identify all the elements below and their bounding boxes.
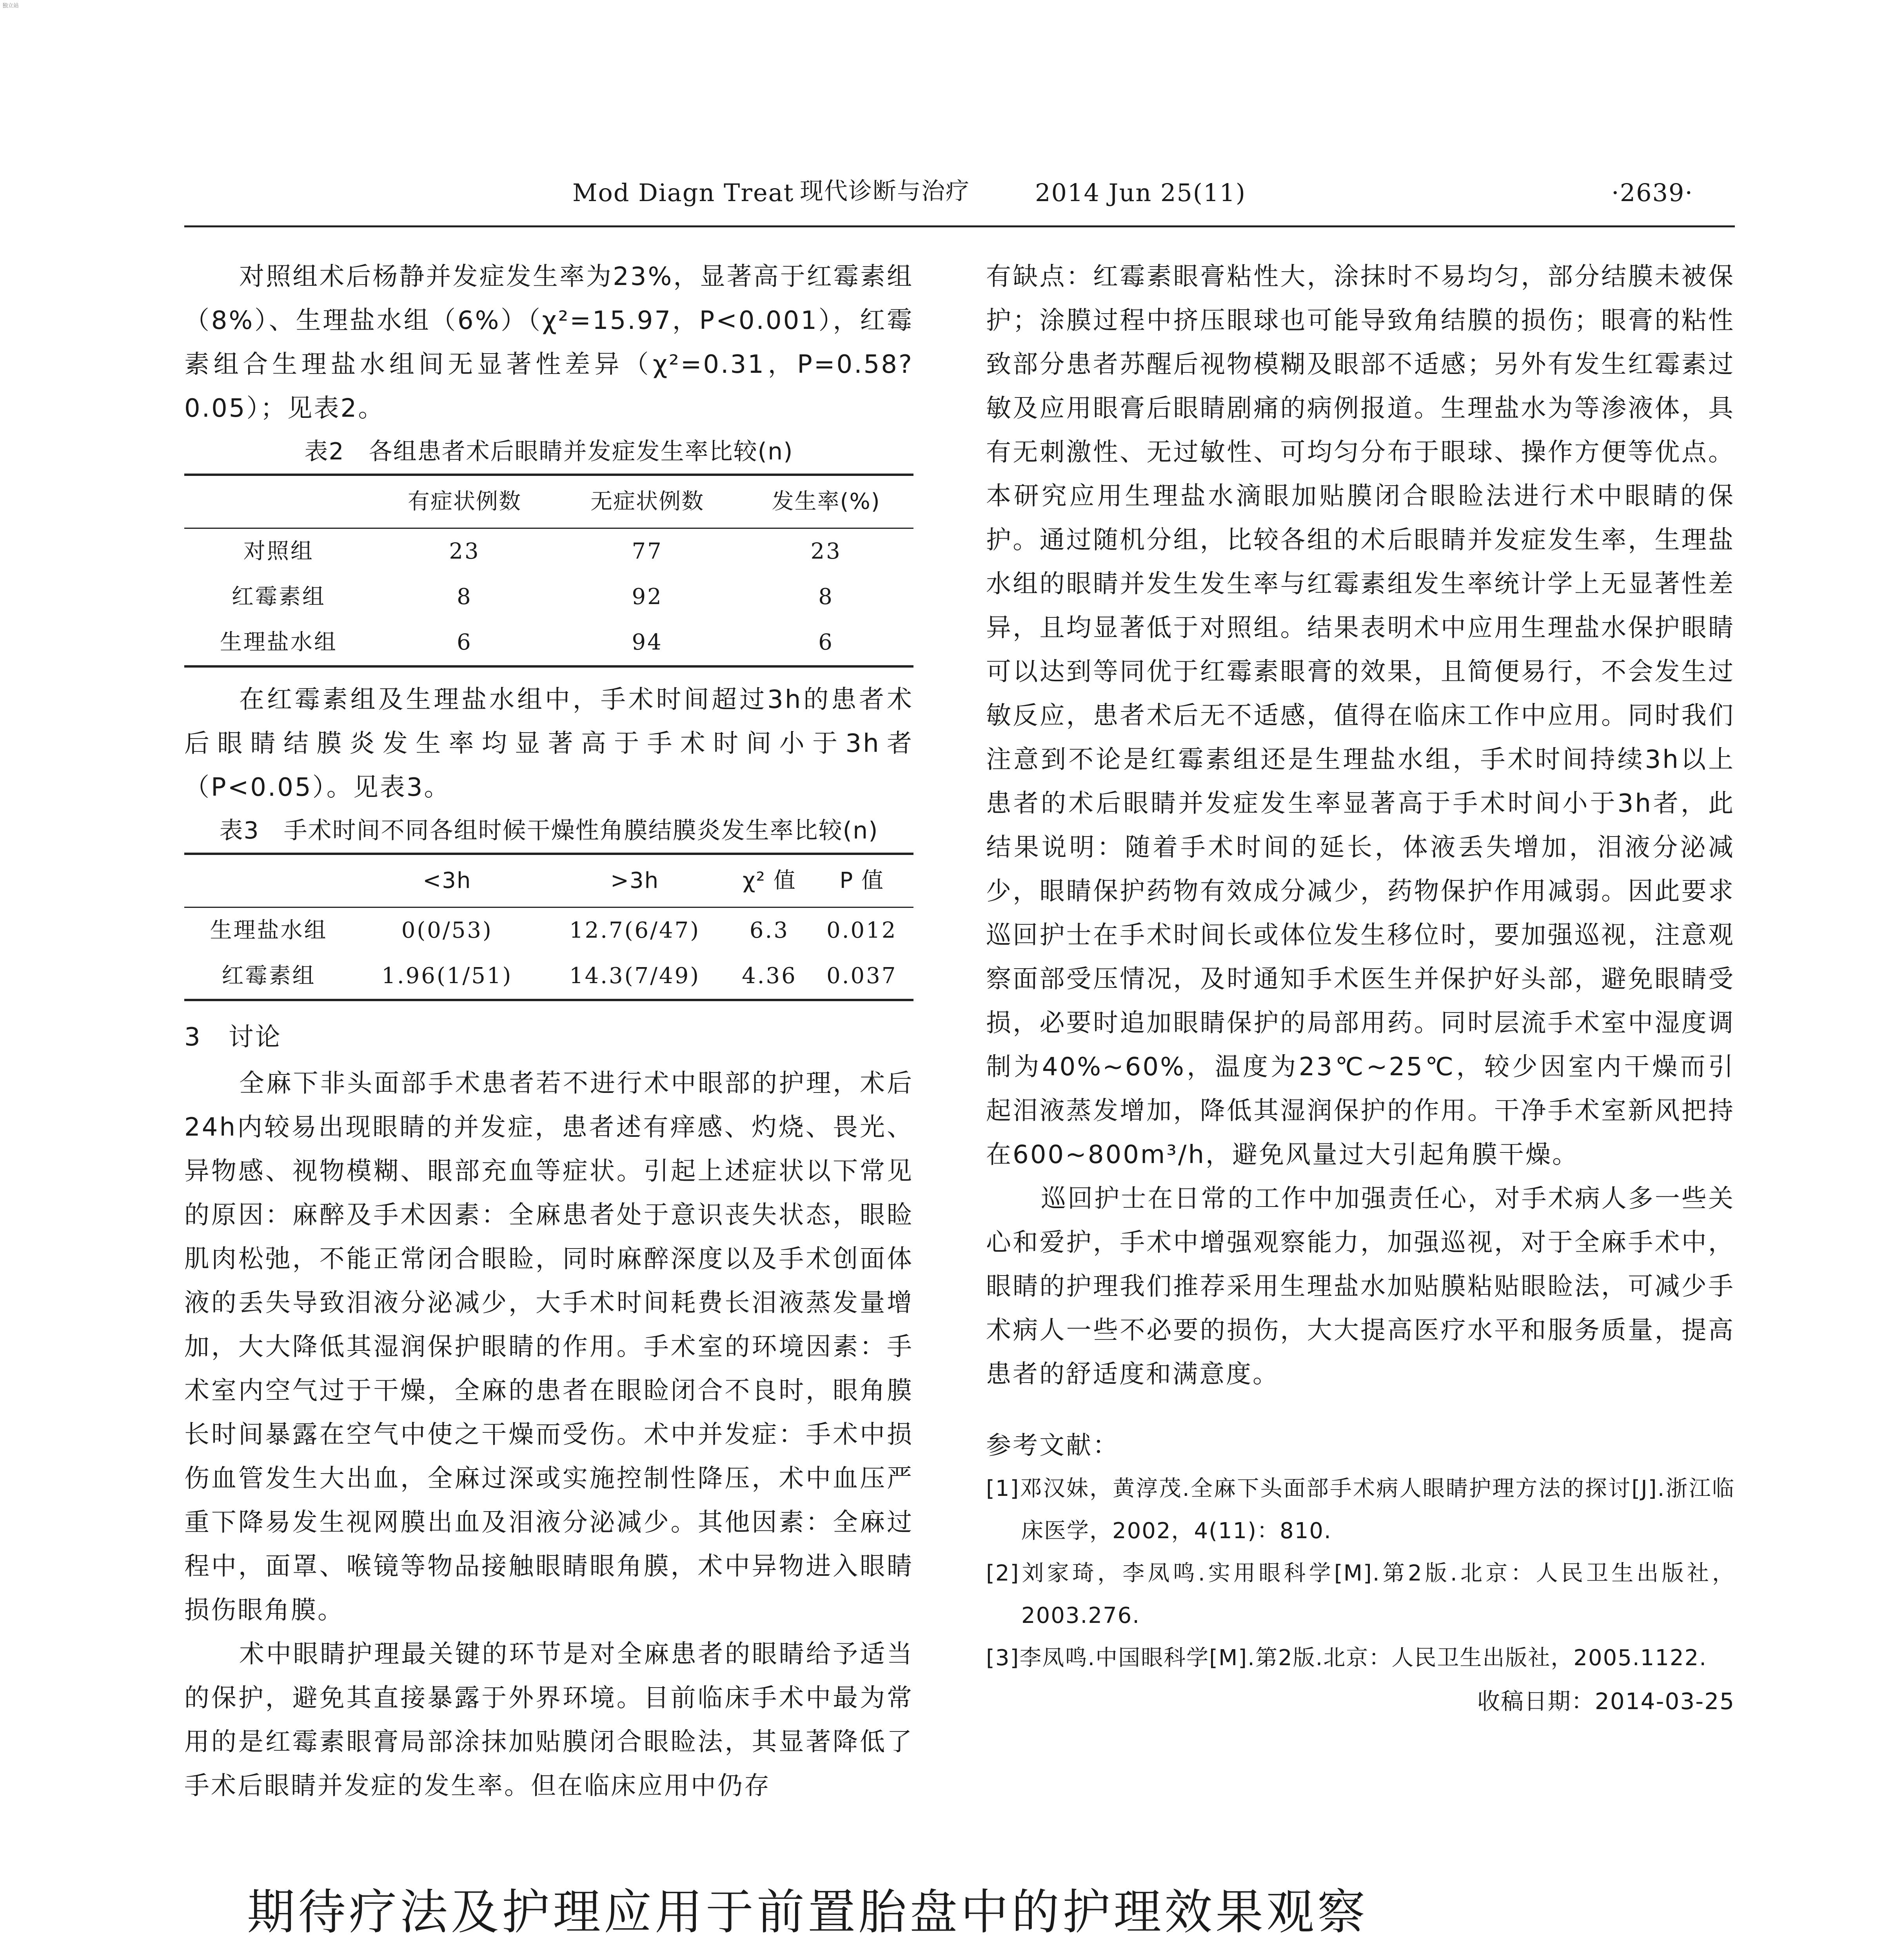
table-cell: 23: [449, 539, 480, 564]
reference-item: [1]邓汉妹，黄淳茂.全麻下头面部手术病人眼睛护理方法的探讨[J].浙江临床医学，2002，4(11)：810.: [986, 1476, 1735, 1544]
table-header-row: [184, 854, 913, 907]
received-date: 收稿日期：2014-03-25: [1477, 1688, 1735, 1715]
table-cell: 8: [457, 584, 472, 610]
page-number: ·2639·: [1611, 178, 1694, 207]
section-heading: 3 讨论: [184, 1023, 282, 1052]
paragraph: 有缺点：红霉素眼膏粘性大，涂抹时不易均匀，部分结膜未被保护；涂膜过程中挤压眼球也可能导致角结膜的损伤；眼膏的粘性致部分患者苏醒后视物模糊及眼部不适感；另外有发生红霉素过敏及应用眼膏后眼睛剧痛的病例报道。生理盐水为等渗液体，具有无刺激性、无过敏性、可均匀分布于眼球、操作方便等优点。本研究应用生理盐水滴眼加贴膜闭合眼睑法进行术中眼睛的保护。通过随机分组，比较各组的术后眼睛并发症发生率，生理盐水组的眼睛并发生发生率与红霉素组发生率统计学上无显著性差异，且均显著低于对照组。结果表明术中应用生理盐水保护眼睛可以达到等同优于红霉素眼膏的效果，且简便易行，不会发生过敏反应，患者术后无不适感，值得在临床工作中应用。同时我们注意到不论是红霉素组还是生理盐水组，手术时间持续3h以上患者的术后眼睛并发症发生率显著高于手术时间小于3h者，此结果说明：随着手术时间的延长，体液丢失增加，泪液分泌减少，眼睛保护药物有效成分减少，药物保护作用减弱。因此要求巡回护士在手术时间长或体位发生移位时，要加强巡视，注意观察面部受压情况，及时通知手术医生并保护好头部，避免眼睛受损，必要时追加眼睛保护的局部用药。同时层流手术室中湿度调制为40%~60%，温度为23℃~25℃，较少因室内干燥而引起泪液蒸发增加，降低其湿润保护的作用。干净手术室新风把持在600~800m³/h，避免风量过大引起角膜干燥。: [986, 262, 1735, 1169]
table-3: [184, 853, 913, 1001]
table-header-cell: >3h: [541, 854, 729, 907]
table-cell: 生理盐水组: [220, 630, 338, 655]
table-cell: 红霉素组: [231, 584, 326, 610]
table-header-cell: 发生率(%): [739, 475, 913, 528]
table-cell: 生理盐水组: [210, 918, 328, 943]
table-header-cell: [184, 475, 373, 528]
table-header-cell: P 值: [810, 854, 913, 907]
table-header-cell: χ² 值: [728, 854, 810, 907]
table-row: [184, 574, 913, 620]
paragraph: 对照组术后杨静并发症发生率为23%，显著高于红霉素组（8%）、生理盐水组（6%）（χ²=15.97，P<0.001），红霉素组合生理盐水组间无显著性差异（χ²=0.31，P=0.58?0.05）；见表2。: [184, 262, 913, 423]
table-cell: 红霉素组: [222, 963, 316, 989]
right-column: [986, 255, 1735, 1723]
table-cell: 6.3: [749, 918, 789, 943]
table-cell: 6: [457, 630, 472, 655]
journal-name-en: Mod Diagn Treat: [572, 178, 794, 207]
table-header-cell: <3h: [353, 854, 541, 907]
table-cell: 6: [818, 630, 834, 655]
table-2-caption: 表2 各组患者术后眼睛并发症发生率比较(n): [304, 438, 794, 465]
table-cell: 8: [818, 584, 834, 610]
table-cell: 94: [632, 630, 663, 655]
table-3-caption: 表3 手术时间不同各组时候干燥性角膜结膜炎发生率比较(n): [219, 817, 879, 844]
table-cell: 对照组: [243, 539, 314, 564]
reference-item: [2]刘家琦，李凤鸣.实用眼科学[M].第2版.北京：人民卫生出版社，2003.276.: [986, 1561, 1735, 1628]
table-cell: 1.96(1/51): [381, 963, 513, 989]
table-cell: 77: [632, 539, 663, 564]
references-heading: 参考文献：: [986, 1431, 1119, 1460]
table-2: [184, 474, 913, 668]
table-cell: 0.012: [826, 918, 897, 943]
table-cell: 23: [810, 539, 842, 564]
corner-watermark: 独立站: [2, 3, 19, 9]
table-row: [184, 907, 913, 954]
table-cell: 0.037: [826, 963, 897, 989]
paragraph: 全麻下非头面部手术患者若不进行术中眼部的护理，术后24h内较易出现眼睛的并发症，患者述有痒感、灼烧、畏光、异物感、视物模糊、眼部充血等症状。引起上述症状以下常见的原因：麻醉及手术因素：全麻患者处于意识丧失状态，眼睑肌肉松弛，不能正常闭合眼睑，同时麻醉深度以及手术创面体液的丢失导致泪液分泌减少，大手术时间耗费长泪液蒸发量增加，大大降低其湿润保护眼睛的作用。手术室的环境因素：手术室内空气过于干燥，全麻的患者在眼睑闭合不良时，眼角膜长时间暴露在空气中使之干燥而受伤。术中并发症：手术中损伤血管发生大出血，全麻过深或实施控制性降压，术中血压严重下降易发生视网膜出血及泪液分泌减少。其他因素：全麻过程中，面罩、喉镜等物品接触眼睛眼角膜，术中异物进入眼睛损伤眼角膜。: [184, 1069, 913, 1625]
table-header-cell: 有症状例数: [373, 475, 556, 528]
table-row: [184, 953, 913, 1000]
table-cell: 0(0/53): [401, 918, 493, 943]
table-cell: 92: [632, 584, 663, 610]
table-header-cell: [184, 854, 353, 907]
article-title: 期待疗法及护理应用于前置胎盘中的护理效果观察: [247, 1884, 1368, 1940]
table-cell: 4.36: [742, 963, 797, 989]
table-row: [184, 528, 913, 575]
table-header-cell: 无症状例数: [556, 475, 739, 528]
reference-item: [3]李凤鸣.中国眼科学[M].第2版.北京：人民卫生出版社，2005.1122.: [986, 1645, 1707, 1671]
header-rule: [184, 225, 1735, 227]
paragraph: 术中眼睛护理最关键的环节是对全麻患者的眼睛给予适当的保护，避免其直接暴露于外界环境。目前临床手术中最为常用的是红霉素眼膏局部涂抹加贴膜闭合眼睑法，其显著降低了手术后眼睛并发症的发生率。但在临床应用中仍存: [184, 1640, 913, 1800]
table-cell: 14.3(7/49): [569, 963, 701, 989]
table-row: [184, 620, 913, 666]
paragraph: 巡回护士在日常的工作中加强责任心，对手术病人多一些关心和爱护，手术中增强观察能力，加强巡视，对于全麻手术中，眼睛的护理我们推荐采用生理盐水加贴膜粘贴眼睑法，可减少手术病人一些不必要的损伤，大大提高医疗水平和服务质量，提高患者的舒适度和满意度。: [986, 1184, 1735, 1389]
table-cell: 12.7(6/47): [569, 918, 701, 943]
table-header-row: [184, 475, 913, 528]
left-column: [184, 255, 913, 1808]
issue-info: 2014 Jun 25(11): [1035, 178, 1246, 207]
paragraph: 在红霉素组及生理盐水组中，手术时间超过3h的患者术后眼睛结膜炎发生率均显著高于手术时间小于3h者（P<0.05）。见表3。: [184, 685, 913, 802]
journal-name-cn: 现代诊断与治疗: [800, 178, 970, 205]
